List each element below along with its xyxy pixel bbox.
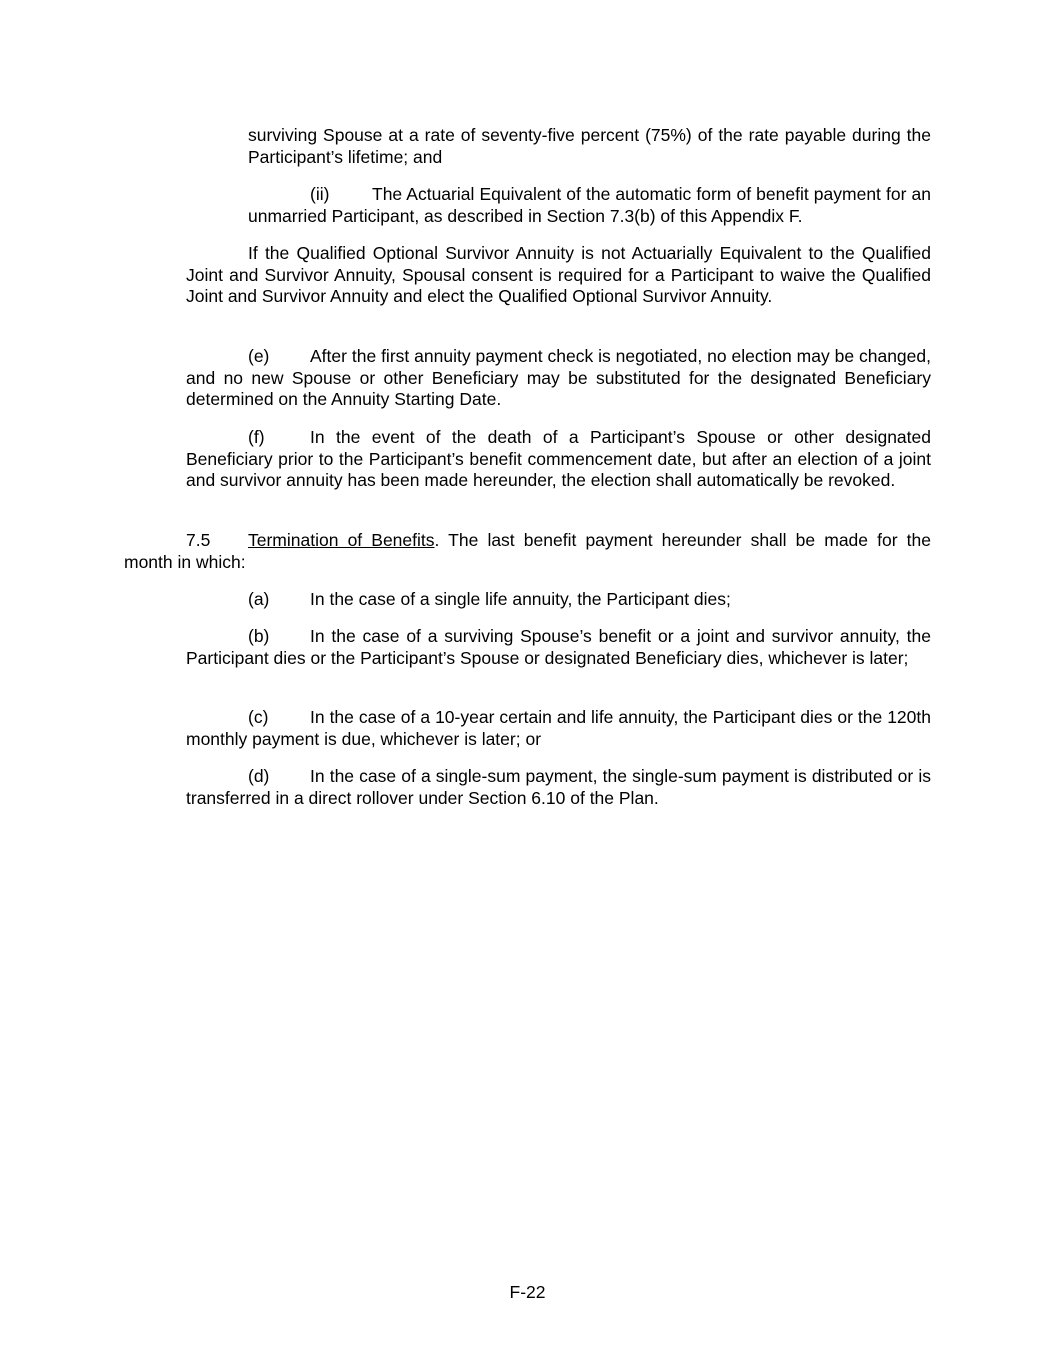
- item-label: (ii): [310, 184, 330, 204]
- paragraph-text: surviving Spouse at a rate of seventy-five percent (75%) of the rate payable during the Participant’s lifetime; and: [248, 125, 931, 167]
- paragraph-text: The Actuarial Equivalent of the automatic form of benefit payment for an unmarried Participant, as described in Section 7.3(b) of this Appendix F.: [248, 184, 931, 226]
- section-number: 7.5: [186, 530, 211, 550]
- paragraph-surviving-spouse: [248, 125, 931, 168]
- paragraph-text: In the case of a 10-year certain and life annuity, the Participant dies or the 120th monthly payment is due, whichever is later; or: [186, 707, 931, 749]
- paragraph-e: [186, 346, 931, 411]
- item-label: (c): [248, 707, 269, 727]
- item-label: (d): [248, 766, 270, 786]
- paragraph-c: [186, 707, 931, 750]
- paragraph-ii: [248, 184, 931, 227]
- section-heading: Termination of Benefits: [248, 530, 435, 550]
- paragraph-text: If the Qualified Optional Survivor Annuity is not Actuarially Equivalent to the Qualified Joint and Survivor Annuity, Spousal consent is required for a Participant to waive the Qualified Joint and Survivor Annuity and elect the Qualified Optional Survivor Annuity.: [186, 243, 931, 307]
- item-label: (b): [248, 626, 270, 646]
- paragraph-text: In the case of a single-sum payment, the single-sum payment is distributed or is transferred in a direct rollover under Section 6.10 of the Plan.: [186, 766, 931, 808]
- item-label: (f): [248, 427, 265, 447]
- item-label: (e): [248, 346, 270, 366]
- paragraph-f: [186, 427, 931, 492]
- paragraph-d: [186, 766, 931, 809]
- paragraph-qosa: [186, 243, 931, 308]
- page-number: F-22: [509, 1282, 546, 1302]
- paragraph-text: . The last benefit payment hereunder shall be made for the month in which:: [124, 530, 931, 572]
- paragraph-text: In the event of the death of a Participant’s Spouse or other designated Beneficiary prior to the Participant’s benefit commencement date, but after an election of a joint and survivor annuity has been made hereunder, the election shall automatically be revoked.: [186, 427, 931, 491]
- paragraph-a: [248, 589, 931, 611]
- paragraph-text: In the case of a surviving Spouse’s benefit or a joint and survivor annuity, the Participant dies or the Participant’s Spouse or designated Beneficiary dies, whichever is later;: [186, 626, 931, 668]
- section-7-5: [124, 530, 931, 573]
- paragraph-text: In the case of a single life annuity, the Participant dies;: [310, 589, 731, 609]
- paragraph-b: [186, 626, 931, 669]
- item-label: (a): [248, 589, 270, 609]
- paragraph-text: After the first annuity payment check is negotiated, no election may be changed, and no new Spouse or other Beneficiary may be substituted for the designated Beneficiary determined on the Annuity Starting Date.: [186, 346, 931, 410]
